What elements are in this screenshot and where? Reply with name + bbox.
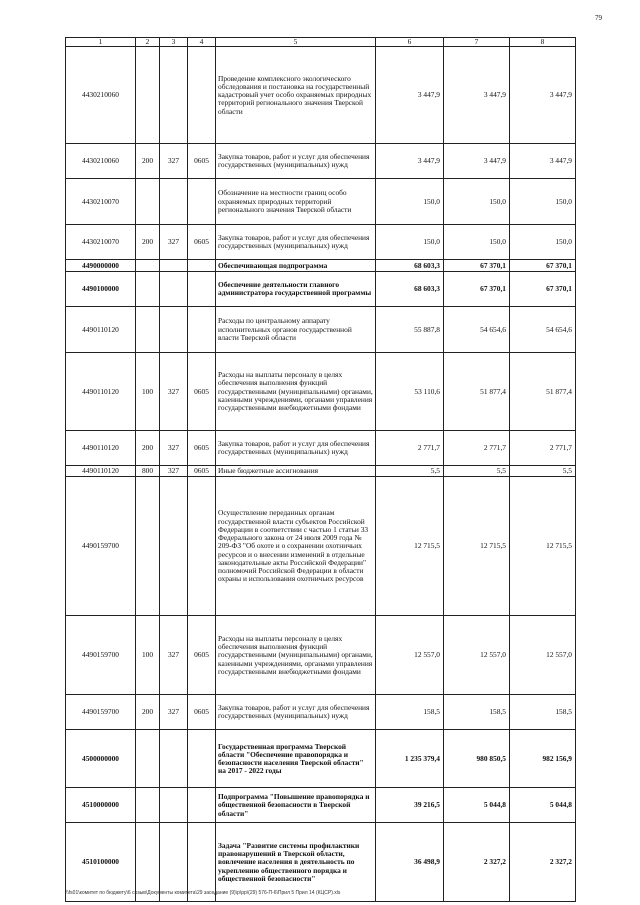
cell-section-code: [188, 47, 216, 144]
column-header: 6: [376, 38, 444, 47]
column-header: 3: [160, 38, 188, 47]
cell-expense-type: 200: [136, 431, 160, 466]
cell-description: Проведение комплексного экологического обследования и постановка на государственный кадастровый учет особо охраняемых природных территорий регионального значения Тверской области: [216, 47, 376, 144]
cell-expense-type: [136, 47, 160, 144]
cell-ministry-code: [160, 788, 188, 823]
cell-description: Обеспечивающая подпрограмма: [216, 260, 376, 272]
cell-ministry-code: 327: [160, 616, 188, 695]
cell-section-code: 0605: [188, 225, 216, 260]
cell-description: Расходы на выплаты персоналу в целях обеспечения выполнения функций государственными (муниципальными) органами, казенными учреждениями, органами управления государственными внебюджетными фондами: [216, 353, 376, 431]
cell-amount-3: 3 447,9: [510, 47, 576, 144]
cell-section-code: 0605: [188, 431, 216, 466]
cell-target-code: 4490110120: [66, 466, 136, 477]
table-row: [66, 788, 576, 823]
cell-amount-3: 67 370,1: [510, 260, 576, 272]
cell-ministry-code: [160, 307, 188, 353]
header-row: [66, 38, 576, 47]
cell-ministry-code: [160, 477, 188, 616]
cell-target-code: 4430210070: [66, 179, 136, 225]
cell-ministry-code: 327: [160, 144, 188, 179]
cell-ministry-code: 327: [160, 431, 188, 466]
cell-description: Расходы по центральному аппарату исполнительных органов государственной власти Тверской области: [216, 307, 376, 353]
cell-target-code: 4490110120: [66, 307, 136, 353]
table-row: [66, 225, 576, 260]
cell-target-code: 4500000000: [66, 730, 136, 788]
cell-amount-2: 5 044,8: [444, 788, 510, 823]
cell-expense-type: [136, 730, 160, 788]
cell-expense-type: [136, 260, 160, 272]
cell-target-code: 4490110120: [66, 431, 136, 466]
cell-section-code: 0605: [188, 466, 216, 477]
cell-description: Закупка товаров, работ и услуг для обеспечения государственных (муниципальных) нужд: [216, 695, 376, 730]
cell-amount-3: 3 447,9: [510, 144, 576, 179]
cell-amount-1: 12 715,5: [376, 477, 444, 616]
cell-amount-3: 2 771,7: [510, 431, 576, 466]
cell-expense-type: 200: [136, 144, 160, 179]
file-path-footer: \\fs01\комитет по бюджету\6 созыв\Документы комитета\29 заседание (9)\р\рр\(29) 576-П-6\Прил 5 Прил 14 (КЦСР).xls: [66, 890, 341, 896]
cell-ministry-code: [160, 730, 188, 788]
column-header: 7: [444, 38, 510, 47]
cell-amount-3: 150,0: [510, 179, 576, 225]
cell-section-code: 0605: [188, 353, 216, 431]
cell-target-code: 4510000000: [66, 788, 136, 823]
cell-ministry-code: [160, 260, 188, 272]
cell-expense-type: [136, 477, 160, 616]
cell-description: Закупка товаров, работ и услуг для обеспечения государственных (муниципальных) нужд: [216, 144, 376, 179]
cell-description: Закупка товаров, работ и услуг для обеспечения государственных (муниципальных) нужд: [216, 431, 376, 466]
cell-amount-2: 980 850,5: [444, 730, 510, 788]
column-header: 1: [66, 38, 136, 47]
cell-amount-2: 12 557,0: [444, 616, 510, 695]
cell-amount-3: 150,0: [510, 225, 576, 260]
table-row: [66, 477, 576, 616]
page-number: 79: [595, 14, 602, 22]
column-header: 5: [216, 38, 376, 47]
cell-description: Обозначение на местности границ особо охраняемых природных территорий регионального значения Тверской области: [216, 179, 376, 225]
cell-target-code: 4430210060: [66, 47, 136, 144]
cell-amount-2: 2 771,7: [444, 431, 510, 466]
cell-expense-type: 800: [136, 466, 160, 477]
cell-amount-2: 51 877,4: [444, 353, 510, 431]
cell-ministry-code: 327: [160, 353, 188, 431]
cell-ministry-code: 327: [160, 225, 188, 260]
cell-amount-3: 67 370,1: [510, 272, 576, 307]
table-row: [66, 144, 576, 179]
cell-amount-1: 3 447,9: [376, 47, 444, 144]
cell-amount-1: 2 771,7: [376, 431, 444, 466]
cell-amount-3: 2 327,2: [510, 823, 576, 902]
table-row: [66, 616, 576, 695]
cell-amount-1: 5,5: [376, 466, 444, 477]
cell-amount-2: 54 654,6: [444, 307, 510, 353]
table-row: [66, 730, 576, 788]
table-row: [66, 272, 576, 307]
cell-amount-1: 3 447,9: [376, 144, 444, 179]
cell-amount-1: 36 498,9: [376, 823, 444, 902]
budget-table: [65, 37, 576, 902]
cell-expense-type: 200: [136, 695, 160, 730]
cell-amount-2: 12 715,5: [444, 477, 510, 616]
cell-expense-type: [136, 307, 160, 353]
column-header: 2: [136, 38, 160, 47]
cell-target-code: 4430210070: [66, 225, 136, 260]
cell-amount-3: 54 654,6: [510, 307, 576, 353]
cell-expense-type: 100: [136, 353, 160, 431]
cell-amount-3: 5,5: [510, 466, 576, 477]
cell-amount-2: 158,5: [444, 695, 510, 730]
cell-expense-type: [136, 179, 160, 225]
cell-section-code: [188, 307, 216, 353]
cell-description: Государственная программа Тверской области "Обеспечение правопорядка и безопасности населения Тверской области" на 2017 - 2022 годы: [216, 730, 376, 788]
cell-expense-type: [136, 788, 160, 823]
cell-amount-1: 150,0: [376, 179, 444, 225]
cell-target-code: 4490110120: [66, 353, 136, 431]
table-row: [66, 307, 576, 353]
cell-description: Подпрограмма "Повышение правопорядка и общественной безопасности в Тверской области": [216, 788, 376, 823]
table-row: [66, 466, 576, 477]
cell-ministry-code: 327: [160, 466, 188, 477]
cell-expense-type: [136, 272, 160, 307]
cell-section-code: 0605: [188, 144, 216, 179]
cell-amount-1: 158,5: [376, 695, 444, 730]
cell-description: Осуществление переданных органам государственной власти субъектов Российской Федерации в соответствии с частью 1 статьи 33 Федерального закона от 24 июля 2009 года № 209-ФЗ "Об охоте и о сохранении охотничьих ресурсов и о внесении изменений в отдельные законодательные акты Российской Федерации" полномочий Российской Федерации в области охраны и использования охотничьих ресурсов: [216, 477, 376, 616]
cell-target-code: 4490159700: [66, 477, 136, 616]
cell-amount-2: 3 447,9: [444, 144, 510, 179]
cell-description: Обеспечение деятельности главного администратора государственной программы: [216, 272, 376, 307]
cell-amount-3: 12 715,5: [510, 477, 576, 616]
cell-target-code: 4490159700: [66, 616, 136, 695]
cell-amount-2: 2 327,2: [444, 823, 510, 902]
cell-target-code: 4490159700: [66, 695, 136, 730]
cell-description: Задача "Развитие системы профилактики правонарушений в Тверской области, вовлечение населения в деятельность по укреплению общественного порядка и общественной безопасности": [216, 823, 376, 902]
cell-description: Расходы на выплаты персоналу в целях обеспечения выполнения функций государственными (муниципальными) органами, казенными учреждениями, органами управления государственными внебюджетными фондами: [216, 616, 376, 695]
cell-amount-2: 150,0: [444, 179, 510, 225]
cell-section-code: [188, 730, 216, 788]
cell-amount-2: 5,5: [444, 466, 510, 477]
cell-expense-type: 100: [136, 616, 160, 695]
cell-amount-1: 68 603,3: [376, 260, 444, 272]
cell-target-code: 4510100000: [66, 823, 136, 902]
cell-ministry-code: [160, 272, 188, 307]
cell-amount-2: 3 447,9: [444, 47, 510, 144]
cell-target-code: 4490000000: [66, 260, 136, 272]
cell-section-code: [188, 260, 216, 272]
cell-section-code: 0605: [188, 695, 216, 730]
cell-ministry-code: [160, 179, 188, 225]
cell-ministry-code: 327: [160, 695, 188, 730]
cell-amount-1: 68 603,3: [376, 272, 444, 307]
table-row: [66, 353, 576, 431]
cell-amount-3: 51 877,4: [510, 353, 576, 431]
cell-ministry-code: [160, 47, 188, 144]
cell-amount-2: 150,0: [444, 225, 510, 260]
table-row: [66, 260, 576, 272]
cell-amount-3: 5 044,8: [510, 788, 576, 823]
cell-amount-1: 1 235 379,4: [376, 730, 444, 788]
cell-amount-1: 55 887,8: [376, 307, 444, 353]
table-row: [66, 695, 576, 730]
cell-section-code: [188, 272, 216, 307]
cell-description: Закупка товаров, работ и услуг для обеспечения государственных (муниципальных) нужд: [216, 225, 376, 260]
cell-amount-1: 39 216,5: [376, 788, 444, 823]
cell-amount-1: 53 110,6: [376, 353, 444, 431]
cell-amount-1: 150,0: [376, 225, 444, 260]
cell-amount-2: 67 370,1: [444, 272, 510, 307]
cell-amount-1: 12 557,0: [376, 616, 444, 695]
cell-amount-3: 158,5: [510, 695, 576, 730]
cell-section-code: [188, 477, 216, 616]
cell-amount-3: 12 557,0: [510, 616, 576, 695]
cell-amount-3: 982 156,9: [510, 730, 576, 788]
cell-description: Иные бюджетные ассигнования: [216, 466, 376, 477]
table-row: [66, 47, 576, 144]
table-row: [66, 179, 576, 225]
cell-section-code: 0605: [188, 616, 216, 695]
column-header: 8: [510, 38, 576, 47]
cell-target-code: 4490100000: [66, 272, 136, 307]
cell-expense-type: 200: [136, 225, 160, 260]
column-header: 4: [188, 38, 216, 47]
cell-section-code: [188, 788, 216, 823]
table-row: [66, 431, 576, 466]
cell-target-code: 4430210060: [66, 144, 136, 179]
cell-section-code: [188, 179, 216, 225]
cell-amount-2: 67 370,1: [444, 260, 510, 272]
